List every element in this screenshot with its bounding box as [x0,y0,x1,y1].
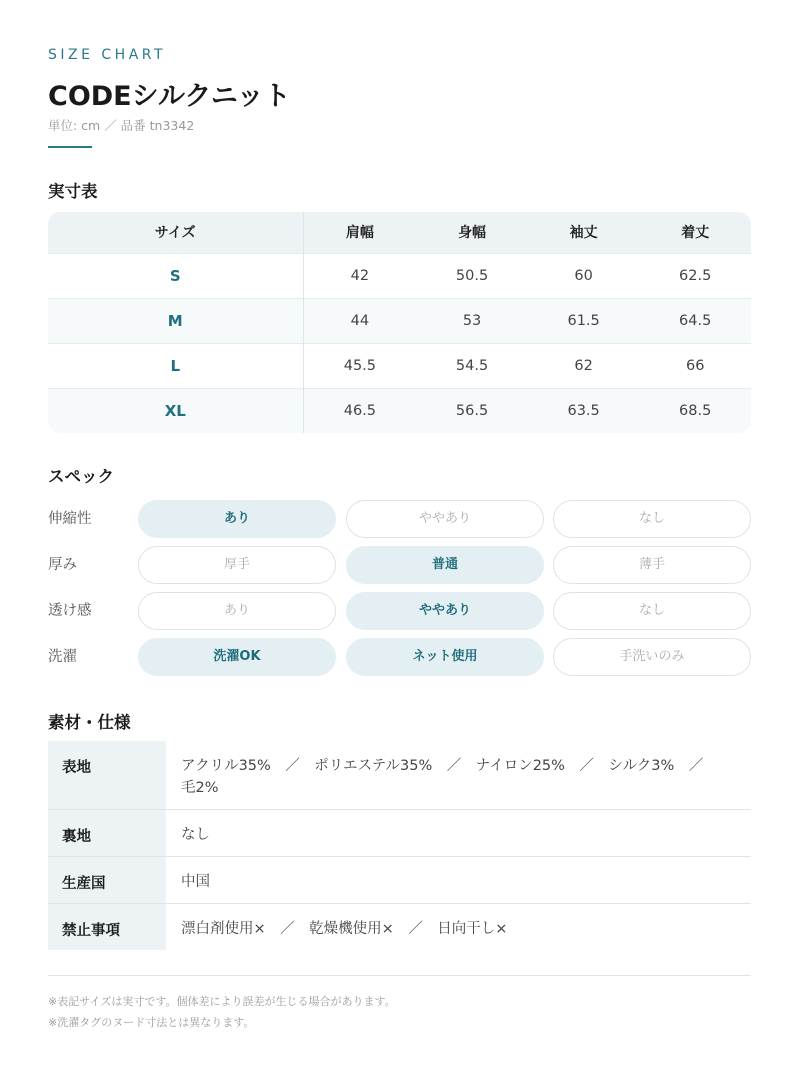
spec-option: ややあり [346,500,544,538]
size-table-container [48,212,751,433]
spec-row-stretch [48,500,751,538]
spec-option: なし [553,592,751,630]
size-cell: M [48,298,303,343]
body-width-cell: 54.5 [416,343,528,388]
spec-row-sheerness [48,592,751,630]
shoulder-cell: 42 [303,253,416,298]
table-row [48,343,751,388]
material-key: 生産国 [48,857,166,903]
spec-option: あり [138,592,336,630]
sleeve-cell: 60 [528,253,640,298]
table-row [48,388,751,433]
spec-option: あり [138,500,336,538]
material-value: 中国 [181,874,210,890]
body-width-cell: 53 [416,298,528,343]
column-header-body-width: 身幅 [416,212,528,253]
table-row [48,298,751,343]
material-key: 裏地 [48,810,166,856]
spec-option: 薄手 [553,546,751,584]
shoulder-cell: 44 [303,298,416,343]
spec-option: ネット使用 [346,638,544,676]
spec-label: 伸縮性 [48,511,92,527]
size-cell: L [48,343,303,388]
spec-label: 厚み [48,557,77,573]
spec-row-thickness [48,546,751,584]
spec-option: 厚手 [138,546,336,584]
column-header-shoulder: 肩幅 [303,212,416,253]
spec-row-washing [48,638,751,676]
material-row-outer-fabric [48,741,751,810]
body-width-cell: 56.5 [416,388,528,433]
notes-divider [48,975,751,976]
unit-and-item-number: 単位: cm ／ 品番 tn3342 [48,118,195,133]
material-key: 表地 [48,741,166,809]
spec-option: ややあり [346,592,544,630]
body-width-cell: 50.5 [416,253,528,298]
sleeve-cell: 61.5 [528,298,640,343]
column-header-sleeve: 袖丈 [528,212,640,253]
material-row-prohibited [48,904,751,950]
shoulder-cell: 45.5 [303,343,416,388]
length-cell: 68.5 [639,388,751,433]
page-title: CODEシルクニット [48,81,291,112]
spec-label: 透け感 [48,603,92,619]
spec-option: 普通 [346,546,544,584]
material-row-lining [48,810,751,857]
size-cell: S [48,253,303,298]
size-table [48,212,751,433]
spec-option: 洗濯OK [138,638,336,676]
spec-label: 洗濯 [48,649,77,665]
spec-option: 手洗いのみ [553,638,751,676]
eyebrow-label: SIZE CHART [48,47,167,63]
material-key: 禁止事項 [48,904,166,950]
table-row [48,253,751,298]
column-header-length: 着丈 [639,212,751,253]
spec-option: なし [553,500,751,538]
size-table-header-row [48,212,751,253]
sleeve-cell: 62 [528,343,640,388]
material-value: アクリル35% ／ ポリエステル35% ／ ナイロン25% ／ シルク3% ／ 毛2% [181,758,718,796]
title-accent-line [48,146,92,148]
footnote: ※洗濯タグのヌード寸法とは異なります。 [48,1016,255,1029]
column-header-size: サイズ [48,212,303,253]
material-value: 漂白剤使用× ／ 乾燥機使用× ／ 日向干し× [181,921,508,937]
material-section-heading: 素材・仕様 [48,713,131,732]
footnote: ※表記サイズは実寸です。個体差により誤差が生じる場合があります。 [48,995,396,1008]
spec-section-heading: スペック [48,467,114,486]
length-cell: 62.5 [639,253,751,298]
size-cell: XL [48,388,303,433]
shoulder-cell: 46.5 [303,388,416,433]
size-section-heading: 実寸表 [48,182,98,201]
length-cell: 64.5 [639,298,751,343]
material-value: なし [181,827,210,843]
length-cell: 66 [639,343,751,388]
sleeve-cell: 63.5 [528,388,640,433]
material-row-country [48,857,751,904]
